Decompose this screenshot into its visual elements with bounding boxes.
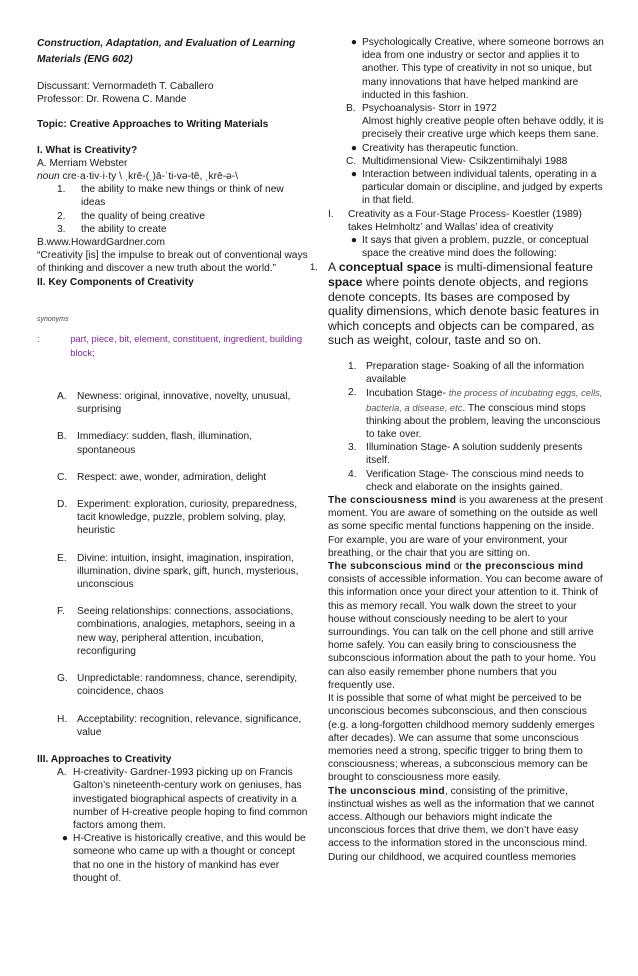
item-b-title: B. Psychoanalysis- Storr in 1972 bbox=[346, 103, 497, 115]
bullet-problem: ● It says that given a problem, puzzle, or conceptual space the creative mind does the following: bbox=[346, 234, 604, 260]
possible-paragraph: It is possible that some of what might be perceived to be unconscious becomes subconscious, and then conscious (e.g. a long-forgotten childhood memory suddenly emerges after decades). We can assume that some unconscious memories need a strong, specific trigger to bring them to consciousness; whereas, a subconscious memory can be brought to consciousness more easily. bbox=[328, 693, 595, 784]
pronunciation: cre·a·tiv·i·ty \ ˌkrē-(ˌ)ā-ˈti-və-tē, ˌkrē-ə-\ bbox=[59, 171, 238, 183]
bullet-psychological: ● Psychologically Creative, where someone borrows an idea from one industry or sector and applies it to another. This type of creativity in not so unique, but many innovations that have helped mankind are inducted in this fashion. bbox=[346, 36, 604, 102]
synonyms-row bbox=[37, 332, 309, 360]
component-item: B. Immediacy: sudden, flash, illumination, spontaneous bbox=[57, 431, 252, 456]
pronunciation-line bbox=[37, 170, 309, 183]
space-term: space bbox=[328, 275, 363, 290]
item-b-text: Almost highly creative people often behave oddly, it is precisely their creative urge which keeps them sane. bbox=[362, 116, 604, 141]
synonyms-label: synonyms bbox=[37, 315, 69, 323]
component-item: E. Divine: intuition, insight, imagination, inspiration, illumination, divine spark, gift, hunch, mysterious, unconscious bbox=[57, 552, 299, 591]
approach-a-bullet: ● H-Creative is historically creative, and this would be someone who came up with a thought or concept that no one in the history of mankind has ever thought of. bbox=[57, 832, 309, 885]
section-what-is-creativity: I. What is Creativity? bbox=[37, 144, 138, 156]
noun-word: noun bbox=[37, 171, 60, 183]
definition-item: 3. the ability to create bbox=[57, 223, 167, 235]
components-list bbox=[37, 390, 309, 739]
item-c-title: C. Multidimensional View- Csikzentimihalyi 1988 bbox=[346, 155, 568, 167]
component-item: H. Acceptability: recognition, relevance, significance, value bbox=[57, 713, 302, 738]
stage-item: 4. Verification Stage- The conscious mind needs to check and elaborate on the insights gained. bbox=[348, 468, 584, 493]
synonyms-marker: : bbox=[37, 333, 40, 345]
stage-item: 2. Incubation Stage- the process of incubating eggs, cells, bacteria, a disease, etc. The conscious mind stops thinking about the problem, leaving the unconscious to take over. bbox=[348, 387, 603, 441]
bullet-icon: ● bbox=[350, 169, 358, 181]
stage-item: 3. Illumination Stage- A solution suddenly presents itself. bbox=[348, 442, 583, 467]
bullet-interaction: ● Interaction between individual talents, operating in a particular domain or discipline, and judged by experts in that field. bbox=[346, 168, 604, 208]
definition-list bbox=[57, 183, 309, 236]
professor: Professor: Dr. Rowena C. Mande bbox=[37, 94, 187, 106]
component-item: G. Unpredictable: randomness, chance, serendipity, coincidence, chaos bbox=[57, 673, 298, 698]
merriam-webster-label: A. Merriam Webster bbox=[37, 157, 128, 169]
definition-item: 2. the quality of being creative bbox=[57, 210, 206, 222]
bullet-icon: ● bbox=[350, 142, 358, 154]
item-i-title: I. Creativity as a Four-Stage Process- Koestler (1989) takes Helmholtz’ and Wallas’ idea of creativity bbox=[328, 208, 582, 233]
definition-item: 1. the ability to make new things or think of new ideas bbox=[57, 184, 284, 209]
stage-item: 1. Preparation stage- Soaking of all the information available bbox=[348, 361, 585, 386]
stages-list bbox=[348, 360, 604, 494]
component-item: C. Respect: awe, wonder, admiration, delight bbox=[57, 471, 267, 483]
bullet-icon: ● bbox=[350, 235, 358, 247]
right-column bbox=[310, 36, 604, 864]
unconscious-mind-paragraph: The unconscious mind, consisting of the primitive, instinctual wishes as well as the information that we cannot access. Although our behaviors might indicate the unconscious forces that drive them, we don’t have easy access to the information stored in the unconscious mind. During our childhood, we acquired countless memories bbox=[328, 785, 595, 863]
section-approaches: III. Approaches to Creativity bbox=[37, 753, 172, 765]
bullet-icon: ● bbox=[61, 833, 69, 845]
conceptual-space-term: conceptual space bbox=[338, 260, 442, 275]
synonyms-text: part, piece, bit, element, constituent, ingredient, building block; bbox=[70, 333, 303, 359]
discussant: Discussant: Vernormadeth T. Caballero bbox=[37, 81, 214, 92]
creativity-quote: “Creativity [is] the impulse to break out of conventional ways of thinking and discover a new truth about the world.” bbox=[37, 250, 308, 275]
conceptual-space-item: 1. A conceptual space is multi-dimensional feature space where points denote objects, and regions denote concepts. Its bases are composed by quality dimensions, which denote basic features in which concepts and objects can be compared, as such as weight, colour, taste and so on. bbox=[310, 260, 599, 348]
conscious-mind-paragraph: The consciousness mind is you awareness at the present moment. You are aware of something on the outside as well as some specific mental functions happening on the inside. For example, you are ware of your environment, your breathing, or the chair that you are sitting on. bbox=[328, 495, 603, 559]
topic-heading: Topic: Creative Approaches to Writing Materials bbox=[37, 119, 269, 131]
document-title: Construction, Adaptation, and Evaluation of Learning Materials (ENG 602) bbox=[37, 38, 296, 65]
component-item: A. Newness: original, innovative, novelty, unusual, surprising bbox=[57, 391, 291, 416]
section-key-components: II. Key Components of Creativity bbox=[37, 276, 194, 288]
component-item: F. Seeing relationships: connections, associations, combinations, analogies, metaphors, seeing in a new way, peripheral attention, incubation, reconfiguring bbox=[57, 606, 296, 657]
bullet-icon: ● bbox=[350, 37, 358, 48]
bullet-therapeutic: ● Creativity has therapeutic function. bbox=[346, 142, 604, 155]
left-column bbox=[37, 36, 309, 885]
source-howard-gardner: B.www.HowardGardner.com bbox=[37, 237, 165, 249]
component-item: D. Experiment: exploration, curiosity, preparedness, tacit knowledge, puzzle, problem solving, play, heuristic bbox=[57, 499, 298, 537]
approach-a: A. H-creativity- Gardner-1993 picking up on Francis Galton’s nineteenth-century work on geniuses, has investigated biographical aspects of creativity in a number of H-creative people hoping to find common factors among them. bbox=[57, 767, 308, 831]
subconscious-mind-paragraph: The subconscious mind or the preconscious mind consists of accessible information. You can become aware of this information once your direct your attention to it. Think of this as memory recall. You walk down the street to your house without consciously needing to be alert to your surroundings. You can talk on the cell phone and still arrive home safely. You can easily bring to consciousness the subconscious information about the path to your home. You can also easily remember phone numbers that you frequently use. bbox=[328, 561, 603, 691]
